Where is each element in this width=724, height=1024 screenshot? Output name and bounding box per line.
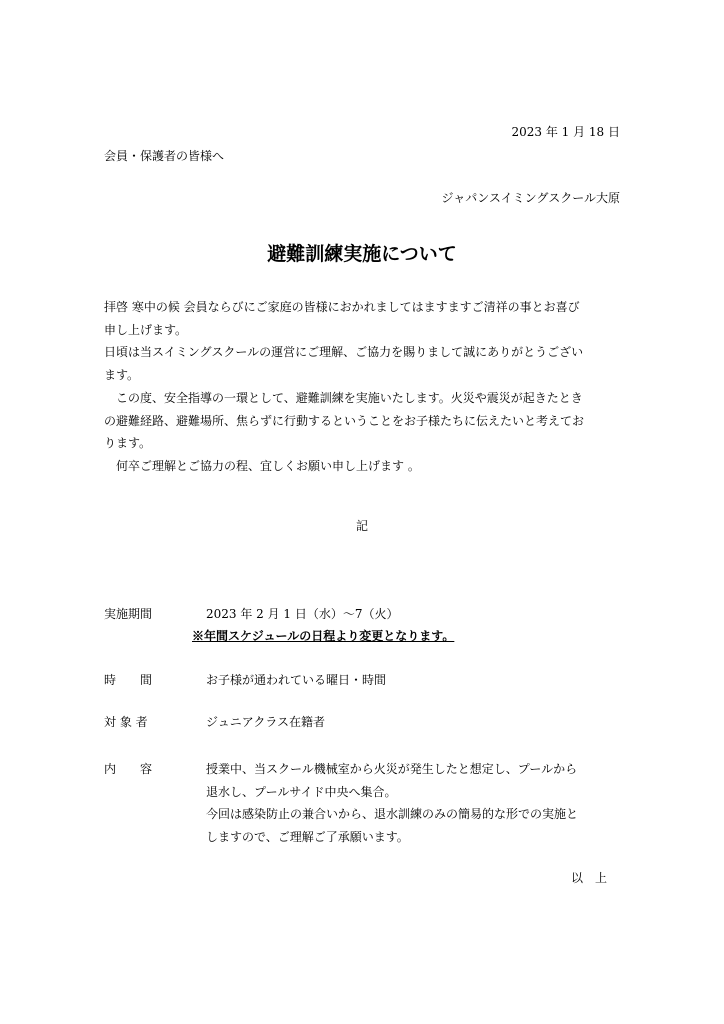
target-label: 対 象 者 [104,715,148,729]
content-line: 退水し、プールサイド中央へ集合。 [206,784,397,799]
body-line: ります。 [104,436,152,451]
body-line: の避難経路、避難場所、焦らずに行動するということをお子様たちに伝えたいと考えてお [104,413,585,428]
period-value: 2023 年 2 月 1 日（水）～7（火） [206,607,399,621]
body-line: 日頃は当スイミングスクールの運営にご理解、ご協力を賜りまして誠にありがとうござい [104,345,584,360]
document-date: 2023 年 1 月 18 日 [511,125,620,139]
recipient-line: 会員・保護者の皆様へ [104,149,225,163]
body-text [104,296,624,478]
body-line: ます。 [104,368,140,383]
body-line: 拝啓 寒中の候 会員ならびにご家庭の皆様におかれましてはますますご清祥の事とお喜び [104,300,580,314]
body-line: 申し上げます。 [104,322,188,337]
content-line: しますので、ご理解ご了承願います。 [206,830,409,845]
period-label: 実施期間 [104,607,153,621]
ki-heading: 記 [355,519,368,533]
content-line: 授業中、当スクール機械室から火災が発生したと想定し、プールから [206,762,578,776]
document-title: 避難訓練実施について [267,243,457,265]
content-line: 今回は感染防止の兼合いから、退水訓練のみの簡易的な形での実施と [206,807,579,822]
period-note: ※年間スケジュールの日程より変更となります。 [192,629,455,643]
time-value: お子様が通われている曜日・時間 [206,673,387,687]
sender-line: ジャパンスイミングスクール大原 [441,191,620,205]
body-line: この度、安全指導の一環として、避難訓練を実施いたします。火災や震災が起きたとき [104,390,583,405]
time-label: 時 間 [104,673,153,687]
closing-mark: 以 上 [570,871,607,885]
content-label: 内 容 [104,762,153,776]
body-line: 何卒ご理解とご協力の程、宜しくお願い申し上げます 。 [104,458,420,473]
content-value [206,758,578,849]
target-value: ジュニアクラス在籍者 [206,715,326,729]
